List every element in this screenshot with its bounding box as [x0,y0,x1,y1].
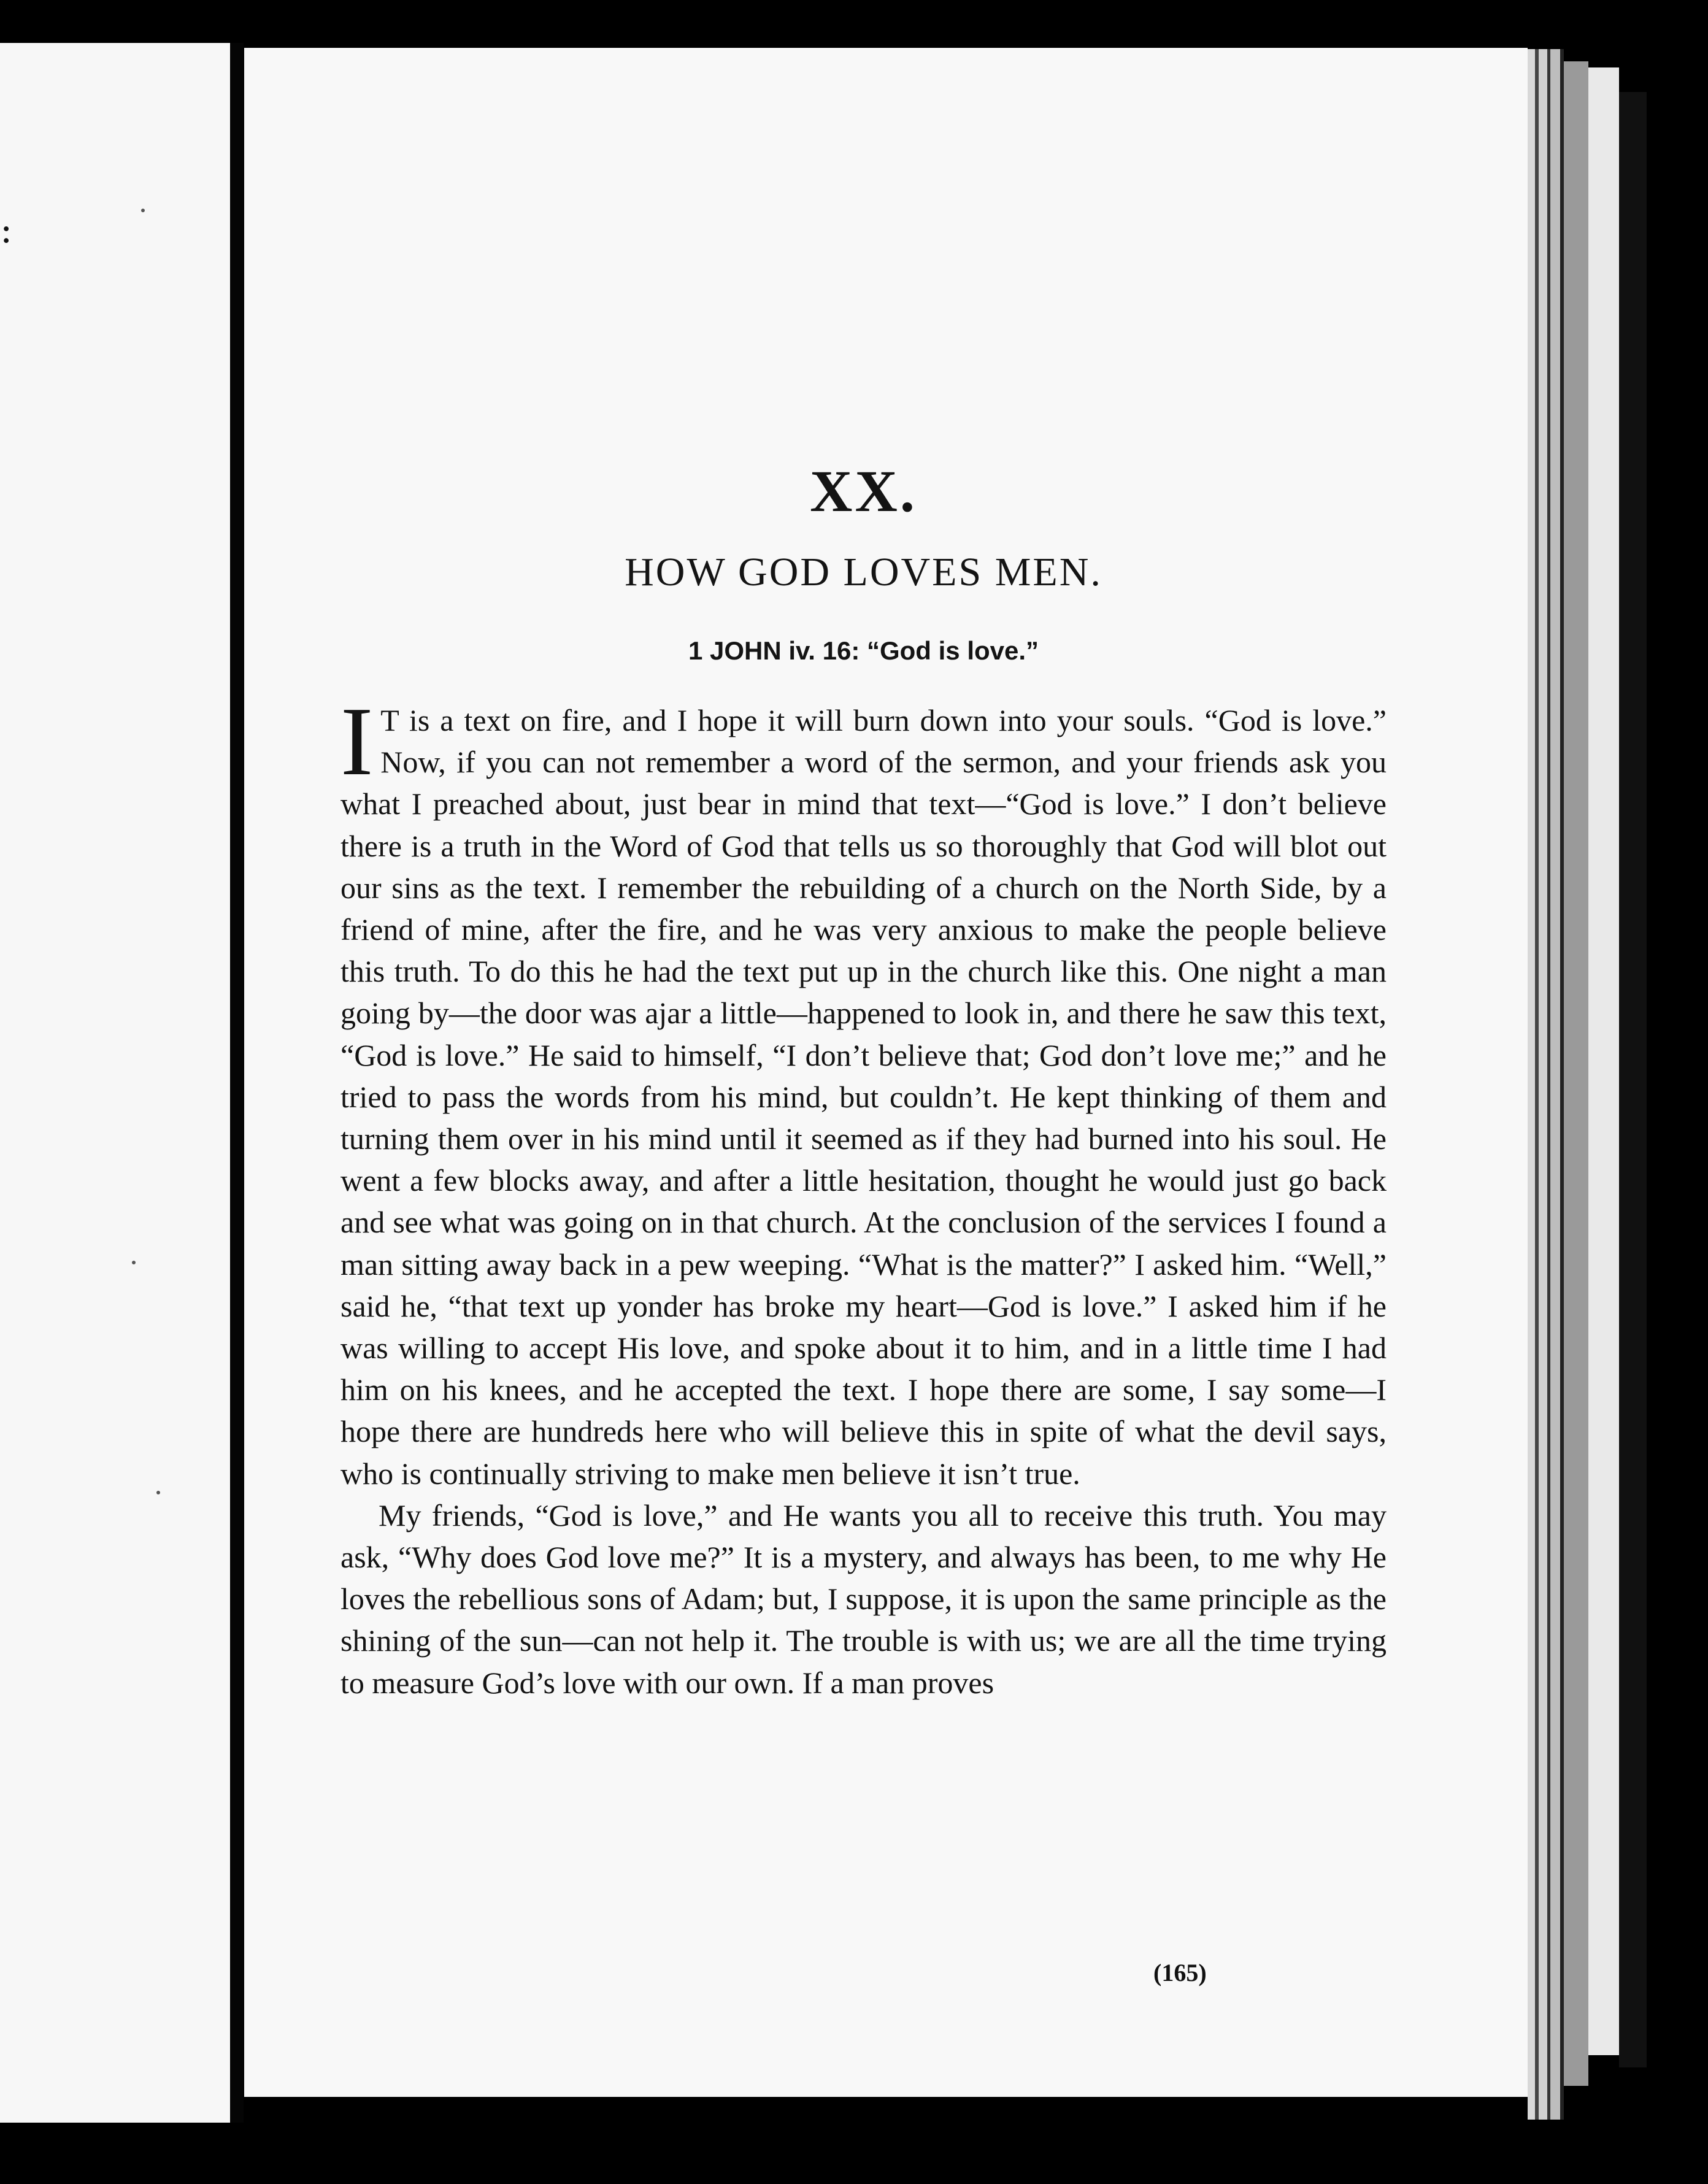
page-number: (165) [1153,1959,1207,1986]
paragraph-2: My friends, “God is love,” and He wants you all to receive this truth. You may ask, “Why does God love me?” It is a mystery, and always has been, to me why He loves the rebellious sons of Adam; but, I suppose, it is upon the same principle as the shining of the sun—can not help it. The trouble is with us; we are all the time trying to measure God’s love with our own. If a man proves [340,1498,1387,1700]
scripture-reference: 1 JOHN iv. 16: “God is love.” [688,636,1039,665]
chapter-number: XX. [810,458,917,524]
page-edge [1564,61,1588,2086]
page-edge [1528,49,1535,2120]
page-edge [1539,49,1547,2120]
sermon-body [340,686,1387,1704]
book-gutter [230,43,244,2123]
page-edge [1550,49,1560,2120]
left-page-edge-mark: : [0,209,13,252]
paragraph-1-text: T is a text on fire, and I hope it will burn down into your souls. “God is love.” Now, if you can not remember a word of the sermon, and your friends ask you what I preached about, just bear in mind that text—“God is love.” I don’t believe there is a truth in the Word of God that tells us so thoroughly that God will blot out our sins as the text. I remember the rebuilding of a church on the North Side, by a friend of mine, after the fire, and he was very anxious to make the people believe this truth. To do this he had the text put up in the church like this. One night a man going by—the door was ajar a little—happened to look in, and there he saw this text, “God is love.” He said to himself, “I don’t believe that; God don’t love me;” and he tried to pass the words from his mind, but couldn’t. He kept thinking of them and turning them over in his mind until it seemed as if they had burned into his soul. He went a few blocks away, and after a little hesitation, thought he would just go back and see what was going on in that church. At the conclusion of the services I found a man sitting away back in a pew weeping. “What is the matter?” I asked him. “Well,” said he, “that text up yonder has broke my heart—God is love.” I asked him if he was willing to accept His love, and spoke about it to him, and in a little time I had him on his knees, and he accepted the text. I hope there are some, I say some—I hope there are hundreds here who will believe this in spite of what the devil says, who is continually striving to make men believe it isn’t true. [340,703,1387,1491]
page-speck [132,1261,136,1264]
drop-cap: I [340,686,374,796]
page-edge [1619,92,1647,2067]
page-speck [141,209,145,212]
left-facing-page [0,43,230,2123]
page-speck [156,1491,160,1494]
chapter-title: HOW GOD LOVES MEN. [625,550,1102,594]
paragraph-1 [340,686,1387,1494]
page-edge [1588,67,1619,2055]
